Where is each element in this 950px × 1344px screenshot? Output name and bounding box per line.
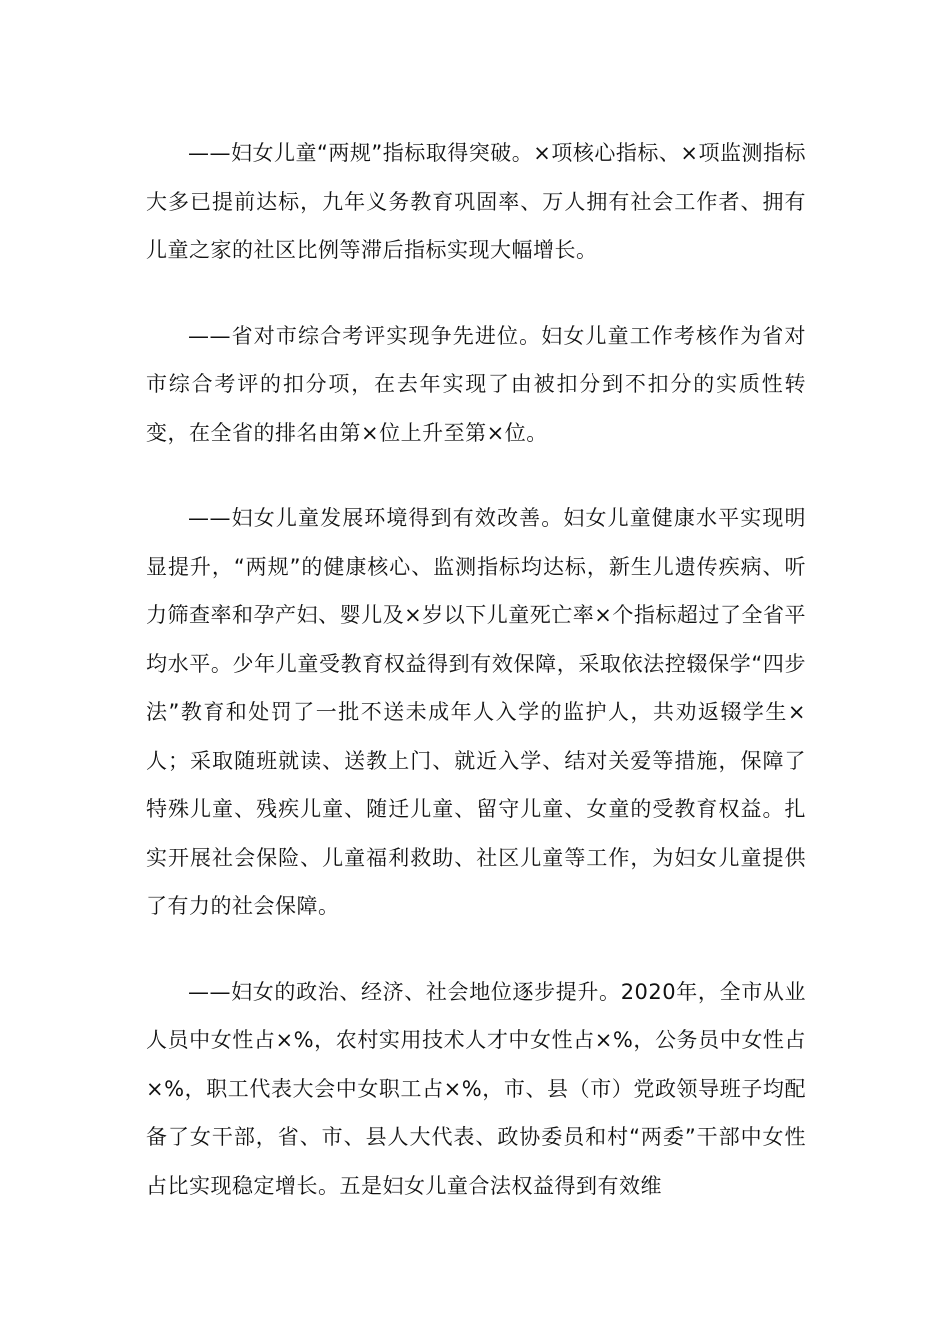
document-body bbox=[146, 129, 806, 1210]
paragraph-two-standards-breakthrough: ——妇女儿童“两规”指标取得突破。×项核心指标、×项监测指标大多已提前达标，九年义务教育巩固率、万人拥有社会工作者、拥有儿童之家的社区比例等滞后指标实现大幅增长。 bbox=[146, 141, 806, 262]
paragraph-evaluation-ranking: ——省对市综合考评实现争先进位。妇女儿童工作考核作为省对市综合考评的扣分项，在去年实现了由被扣分到不扣分的实质性转变，在全省的排名由第×位上升至第×位。 bbox=[146, 323, 806, 445]
paragraph-development-environment: ——妇女儿童发展环境得到有效改善。妇女儿童健康水平实现明显提升，“两规”的健康核心、监测指标均达标，新生儿遗传疾病、听力筛查率和孕产妇、婴儿及×岁以下儿童死亡率×个指标超过了全省平均水平。少年儿童受教育权益得到有效保障，采取依法控辍保学“四步法”教育和处罚了一批不送未成年人入学的监护人，共劝返辍学生×人；采取随班就读、送教上门、就近入学、结对关爱等措施，保障了特殊儿童、残疾儿童、随迁儿童、留守儿童、女童的受教育权益。扎实开展社会保险、儿童福利救助、社区儿童等工作，为妇女儿童提供了有力的社会保障。 bbox=[146, 506, 806, 918]
paragraph-women-status: ——妇女的政治、经济、社会地位逐步提升。2020年，全市从业人员中女性占×%，农村实用技术人才中女性占×%，公务员中女性占×%，职工代表大会中女职工占×%，市、县（市）党政领导班子均配备了女干部，省、市、县人大代表、政协委员和村“两委”干部中女性占比实现稳定增长。五是妇女儿童合法权益得到有效维 bbox=[146, 979, 806, 1198]
